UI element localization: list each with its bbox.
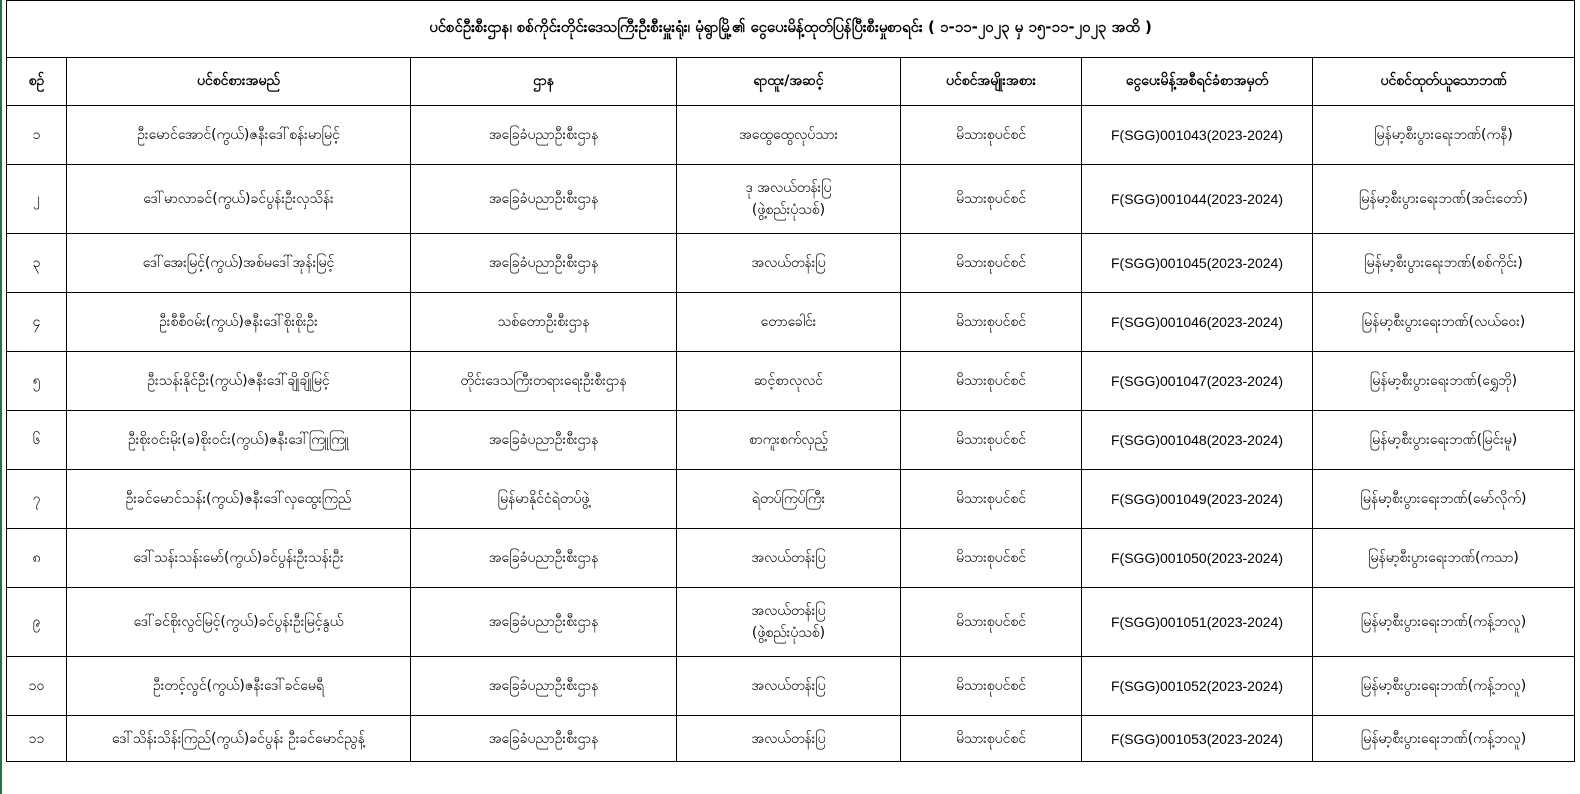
cell-rank[interactable] xyxy=(677,165,901,234)
header-pensioner-name[interactable]: ပင်စင်စားအမည် xyxy=(67,58,411,106)
cell-serial[interactable]: ၄ xyxy=(7,293,67,352)
rank-line: စာကူးစက်လှည့် xyxy=(748,432,829,448)
cell-license-number[interactable]: F(SGG)001044(2023-2024) xyxy=(1082,165,1313,234)
cell-license-number[interactable]: F(SGG)001052(2023-2024) xyxy=(1082,657,1313,716)
cell-pensioner-name[interactable]: ဦးခင်မောင်သန်း(ကွယ်)ဇနီးဒေါ်လှထွေးကြည် xyxy=(67,470,411,529)
table-row xyxy=(7,234,1575,293)
cell-license-number[interactable]: F(SGG)001043(2023-2024) xyxy=(1082,106,1313,165)
cell-license-number[interactable]: F(SGG)001051(2023-2024) xyxy=(1082,588,1313,657)
table-row xyxy=(7,716,1575,762)
cell-rank[interactable] xyxy=(677,352,901,411)
cell-pensioner-name[interactable]: ဦးစီစီဝမ်း(ကွယ်)ဇနီးဒေါ်စိုးစိုးဦး xyxy=(67,293,411,352)
cell-rank[interactable] xyxy=(677,470,901,529)
cell-pensioner-name[interactable]: ဒေါ်သိန်းသိန်းကြည်(ကွယ်)ခင်ပွန်း ဦးခင်မောင်ညွန့် xyxy=(67,716,411,762)
cell-pensioner-name[interactable]: ဒေါ်သန်းသန်းမော်(ကွယ်)ခင်ပွန်းဦးသန်းဦး xyxy=(67,529,411,588)
cell-pensioner-name[interactable]: ဦးမောင်အောင်(ကွယ်)ဇနီးဒေါ်စန်းမာမြင့် xyxy=(67,106,411,165)
rank-line: ဒု အလယ်တန်းပြ xyxy=(745,180,832,196)
rank-line: အလယ်တန်းပြ xyxy=(751,678,826,694)
cell-bank[interactable]: မြန်မာ့စီးပွားရေးဘဏ်(ကန့်ဘလူ) xyxy=(1313,716,1575,762)
cell-pensioner-name[interactable]: ဒေါ်ခင်စိုးလွင်မြင့်(ကွယ်)ခင်ပွန်းဦးမြင့်နွယ် xyxy=(67,588,411,657)
table-row xyxy=(7,411,1575,470)
rank-line: အလယ်တန်းပြ xyxy=(751,550,826,566)
cell-serial[interactable]: ၁၀ xyxy=(7,657,67,716)
cell-bank[interactable]: မြန်မာ့စီးပွားရေးဘဏ်(ကန့်ဘလူ) xyxy=(1313,657,1575,716)
table-row xyxy=(7,470,1575,529)
cell-department[interactable]: အခြေခံပညာဦးစီးဌာန xyxy=(411,165,677,234)
cell-serial[interactable]: ၁၁ xyxy=(7,716,67,762)
cell-department[interactable]: သစ်တောဦးစီးဌာန xyxy=(411,293,677,352)
cell-department[interactable]: အခြေခံပညာဦးစီးဌာန xyxy=(411,411,677,470)
cell-serial[interactable]: ၆ xyxy=(7,411,67,470)
rank-line: အထွေထွေလုပ်သား xyxy=(738,127,839,143)
cell-pension-type[interactable]: မိသားစုပင်စင် xyxy=(901,293,1082,352)
cell-rank[interactable] xyxy=(677,293,901,352)
table-row xyxy=(7,657,1575,716)
cell-bank[interactable]: မြန်မာ့စီးပွားရေးဘဏ်(မြင်းမူ) xyxy=(1313,411,1575,470)
cell-pension-type[interactable]: မိသားစုပင်စင် xyxy=(901,411,1082,470)
cell-license-number[interactable]: F(SGG)001047(2023-2024) xyxy=(1082,352,1313,411)
rank-line: (ဖွဲ့စည်းပုံသစ်) xyxy=(751,625,826,641)
cell-serial[interactable]: ၁ xyxy=(7,106,67,165)
cell-license-number[interactable]: F(SGG)001053(2023-2024) xyxy=(1082,716,1313,762)
header-row xyxy=(7,58,1575,106)
rank-line: (ဖွဲ့စည်းပုံသစ်) xyxy=(751,202,826,218)
table-row xyxy=(7,352,1575,411)
cell-bank[interactable]: မြန်မာ့စီးပွားရေးဘဏ်(ကန့်ဘလူ) xyxy=(1313,588,1575,657)
cell-pensioner-name[interactable]: ဦးတင့်လွင်(ကွယ်)ဇနီးဒေါ်ခင်မေရီ xyxy=(67,657,411,716)
header-bank[interactable]: ပင်စင်ထုတ်ယူသောဘဏ် xyxy=(1313,58,1575,106)
cell-department[interactable]: အခြေခံပညာဦးစီးဌာန xyxy=(411,234,677,293)
cell-rank[interactable] xyxy=(677,716,901,762)
cell-license-number[interactable]: F(SGG)001050(2023-2024) xyxy=(1082,529,1313,588)
cell-department[interactable]: အခြေခံပညာဦးစီးဌာန xyxy=(411,588,677,657)
table-row xyxy=(7,529,1575,588)
table-row xyxy=(7,588,1575,657)
cell-license-number[interactable]: F(SGG)001049(2023-2024) xyxy=(1082,470,1313,529)
cell-serial[interactable]: ၂ xyxy=(7,165,67,234)
cell-bank[interactable]: မြန်မာ့စီးပွားရေးဘဏ်(စစ်ကိုင်း) xyxy=(1313,234,1575,293)
cell-rank[interactable] xyxy=(677,588,901,657)
cell-pension-type[interactable]: မိသားစုပင်စင် xyxy=(901,529,1082,588)
cell-license-number[interactable]: F(SGG)001046(2023-2024) xyxy=(1082,293,1313,352)
cell-serial[interactable]: ၇ xyxy=(7,470,67,529)
cell-serial[interactable]: ၉ xyxy=(7,588,67,657)
cell-bank[interactable]: မြန်မာ့စီးပွားရေးဘဏ်(ရွှေဘို) xyxy=(1313,352,1575,411)
rank-line: တောခေါင်း xyxy=(760,314,817,330)
cell-department[interactable]: တိုင်းဒေသကြီးတရားရေးဦးစီးဌာန xyxy=(411,352,677,411)
header-department[interactable]: ဌာန xyxy=(411,58,677,106)
header-rank[interactable]: ရာထူး/အဆင့် xyxy=(677,58,901,106)
header-serial[interactable]: စဉ် xyxy=(7,58,67,106)
table-body xyxy=(7,106,1575,762)
cell-license-number[interactable]: F(SGG)001045(2023-2024) xyxy=(1082,234,1313,293)
cell-pension-type[interactable]: မိသားစုပင်စင် xyxy=(901,165,1082,234)
rank-line: ရဲတပ်ကြပ်ကြီး xyxy=(751,491,826,507)
cell-bank[interactable]: မြန်မာ့စီးပွားရေးဘဏ်(ကသာ) xyxy=(1313,529,1575,588)
table-title[interactable]: ပင်စင်ဦးစီးဌာန၊ စစ်ကိုင်းတိုင်းဒေသကြီးဦးစီးမှူးရုံး၊ မုံရွာမြို့၏ ငွေပေးမိန့်ထုတ်ပြန်ပြီးစီးမှုစာရင်း ( ၁-၁၁-၂၀၂၃ မှ ၁၅-၁၁-၂၀၂၃ အထိ ) xyxy=(7,1,1575,58)
table-row xyxy=(7,106,1575,165)
cell-serial[interactable]: ၈ xyxy=(7,529,67,588)
cell-bank[interactable]: မြန်မာ့စီးပွားရေးဘဏ်(မော်လိုက်) xyxy=(1313,470,1575,529)
cell-department[interactable]: မြန်မာနိုင်ငံရဲတပ်ဖွဲ့ xyxy=(411,470,677,529)
rank-line: အလယ်တန်းပြ xyxy=(751,603,826,619)
table-row xyxy=(7,293,1575,352)
cell-department[interactable]: အခြေခံပညာဦးစီးဌာန xyxy=(411,106,677,165)
cell-pension-type[interactable]: မိသားစုပင်စင် xyxy=(901,352,1082,411)
title-row xyxy=(7,1,1575,58)
rank-line: ဆင့်စာလုလင် xyxy=(754,373,823,389)
table-row xyxy=(7,165,1575,234)
cell-license-number[interactable]: F(SGG)001048(2023-2024) xyxy=(1082,411,1313,470)
rank-line: အလယ်တန်းပြ xyxy=(751,255,826,271)
cell-bank[interactable]: မြန်မာ့စီးပွားရေးဘဏ်(ကနီ) xyxy=(1313,106,1575,165)
cell-pensioner-name[interactable]: ဦးသန်းနိုင်ဦး(ကွယ်)ဇနီးဒေါ်ချိုချိုမြင့် xyxy=(67,352,411,411)
pension-table xyxy=(6,0,1575,762)
cell-pension-type[interactable]: မိသားစုပင်စင် xyxy=(901,588,1082,657)
cell-serial[interactable]: ၅ xyxy=(7,352,67,411)
header-pension-type[interactable]: ပင်စင်အမျိုးအစား xyxy=(901,58,1082,106)
cell-pensioner-name[interactable]: ဒေါ်မာလာခင်(ကွယ်)ခင်ပွန်းဦးလှသိန်း xyxy=(67,165,411,234)
cell-bank[interactable]: မြန်မာ့စီးပွားရေးဘဏ်(အင်းတော်) xyxy=(1313,165,1575,234)
cell-department[interactable]: အခြေခံပညာဦးစီးဌာန xyxy=(411,657,677,716)
cell-rank[interactable] xyxy=(677,234,901,293)
cell-rank[interactable] xyxy=(677,411,901,470)
cell-rank[interactable] xyxy=(677,529,901,588)
cell-bank[interactable]: မြန်မာ့စီးပွားရေးဘဏ်(လယ်ဝေး) xyxy=(1313,293,1575,352)
header-license-number[interactable]: ငွေပေးမိန့်အစီရင်ခံစာအမှတ် xyxy=(1082,58,1313,106)
cell-pensioner-name[interactable]: ဒေါ်အေးမြင့်(ကွယ်)အစ်မဒေါ်အုန်းမြင့် xyxy=(67,234,411,293)
cell-pension-type[interactable]: မိသားစုပင်စင် xyxy=(901,234,1082,293)
cell-rank[interactable] xyxy=(677,106,901,165)
cell-pensioner-name[interactable]: ဦးစိုးဝင်းမိုး(ခ)စိုးဝင်း(ကွယ်)ဇနီးဒေါ်ကြူကြူ xyxy=(67,411,411,470)
cell-pension-type[interactable]: မိသားစုပင်စင် xyxy=(901,470,1082,529)
cell-pension-type[interactable]: မိသားစုပင်စင် xyxy=(901,657,1082,716)
cell-pension-type[interactable]: မိသားစုပင်စင် xyxy=(901,716,1082,762)
rank-line: အလယ်တန်းပြ xyxy=(751,730,826,747)
cell-pension-type[interactable]: မိသားစုပင်စင် xyxy=(901,106,1082,165)
cell-serial[interactable]: ၃ xyxy=(7,234,67,293)
cell-rank[interactable] xyxy=(677,657,901,716)
cell-department[interactable]: အခြေခံပညာဦးစီးဌာန xyxy=(411,529,677,588)
cell-department[interactable]: အခြေခံပညာဦးစီးဌာန xyxy=(411,716,677,762)
